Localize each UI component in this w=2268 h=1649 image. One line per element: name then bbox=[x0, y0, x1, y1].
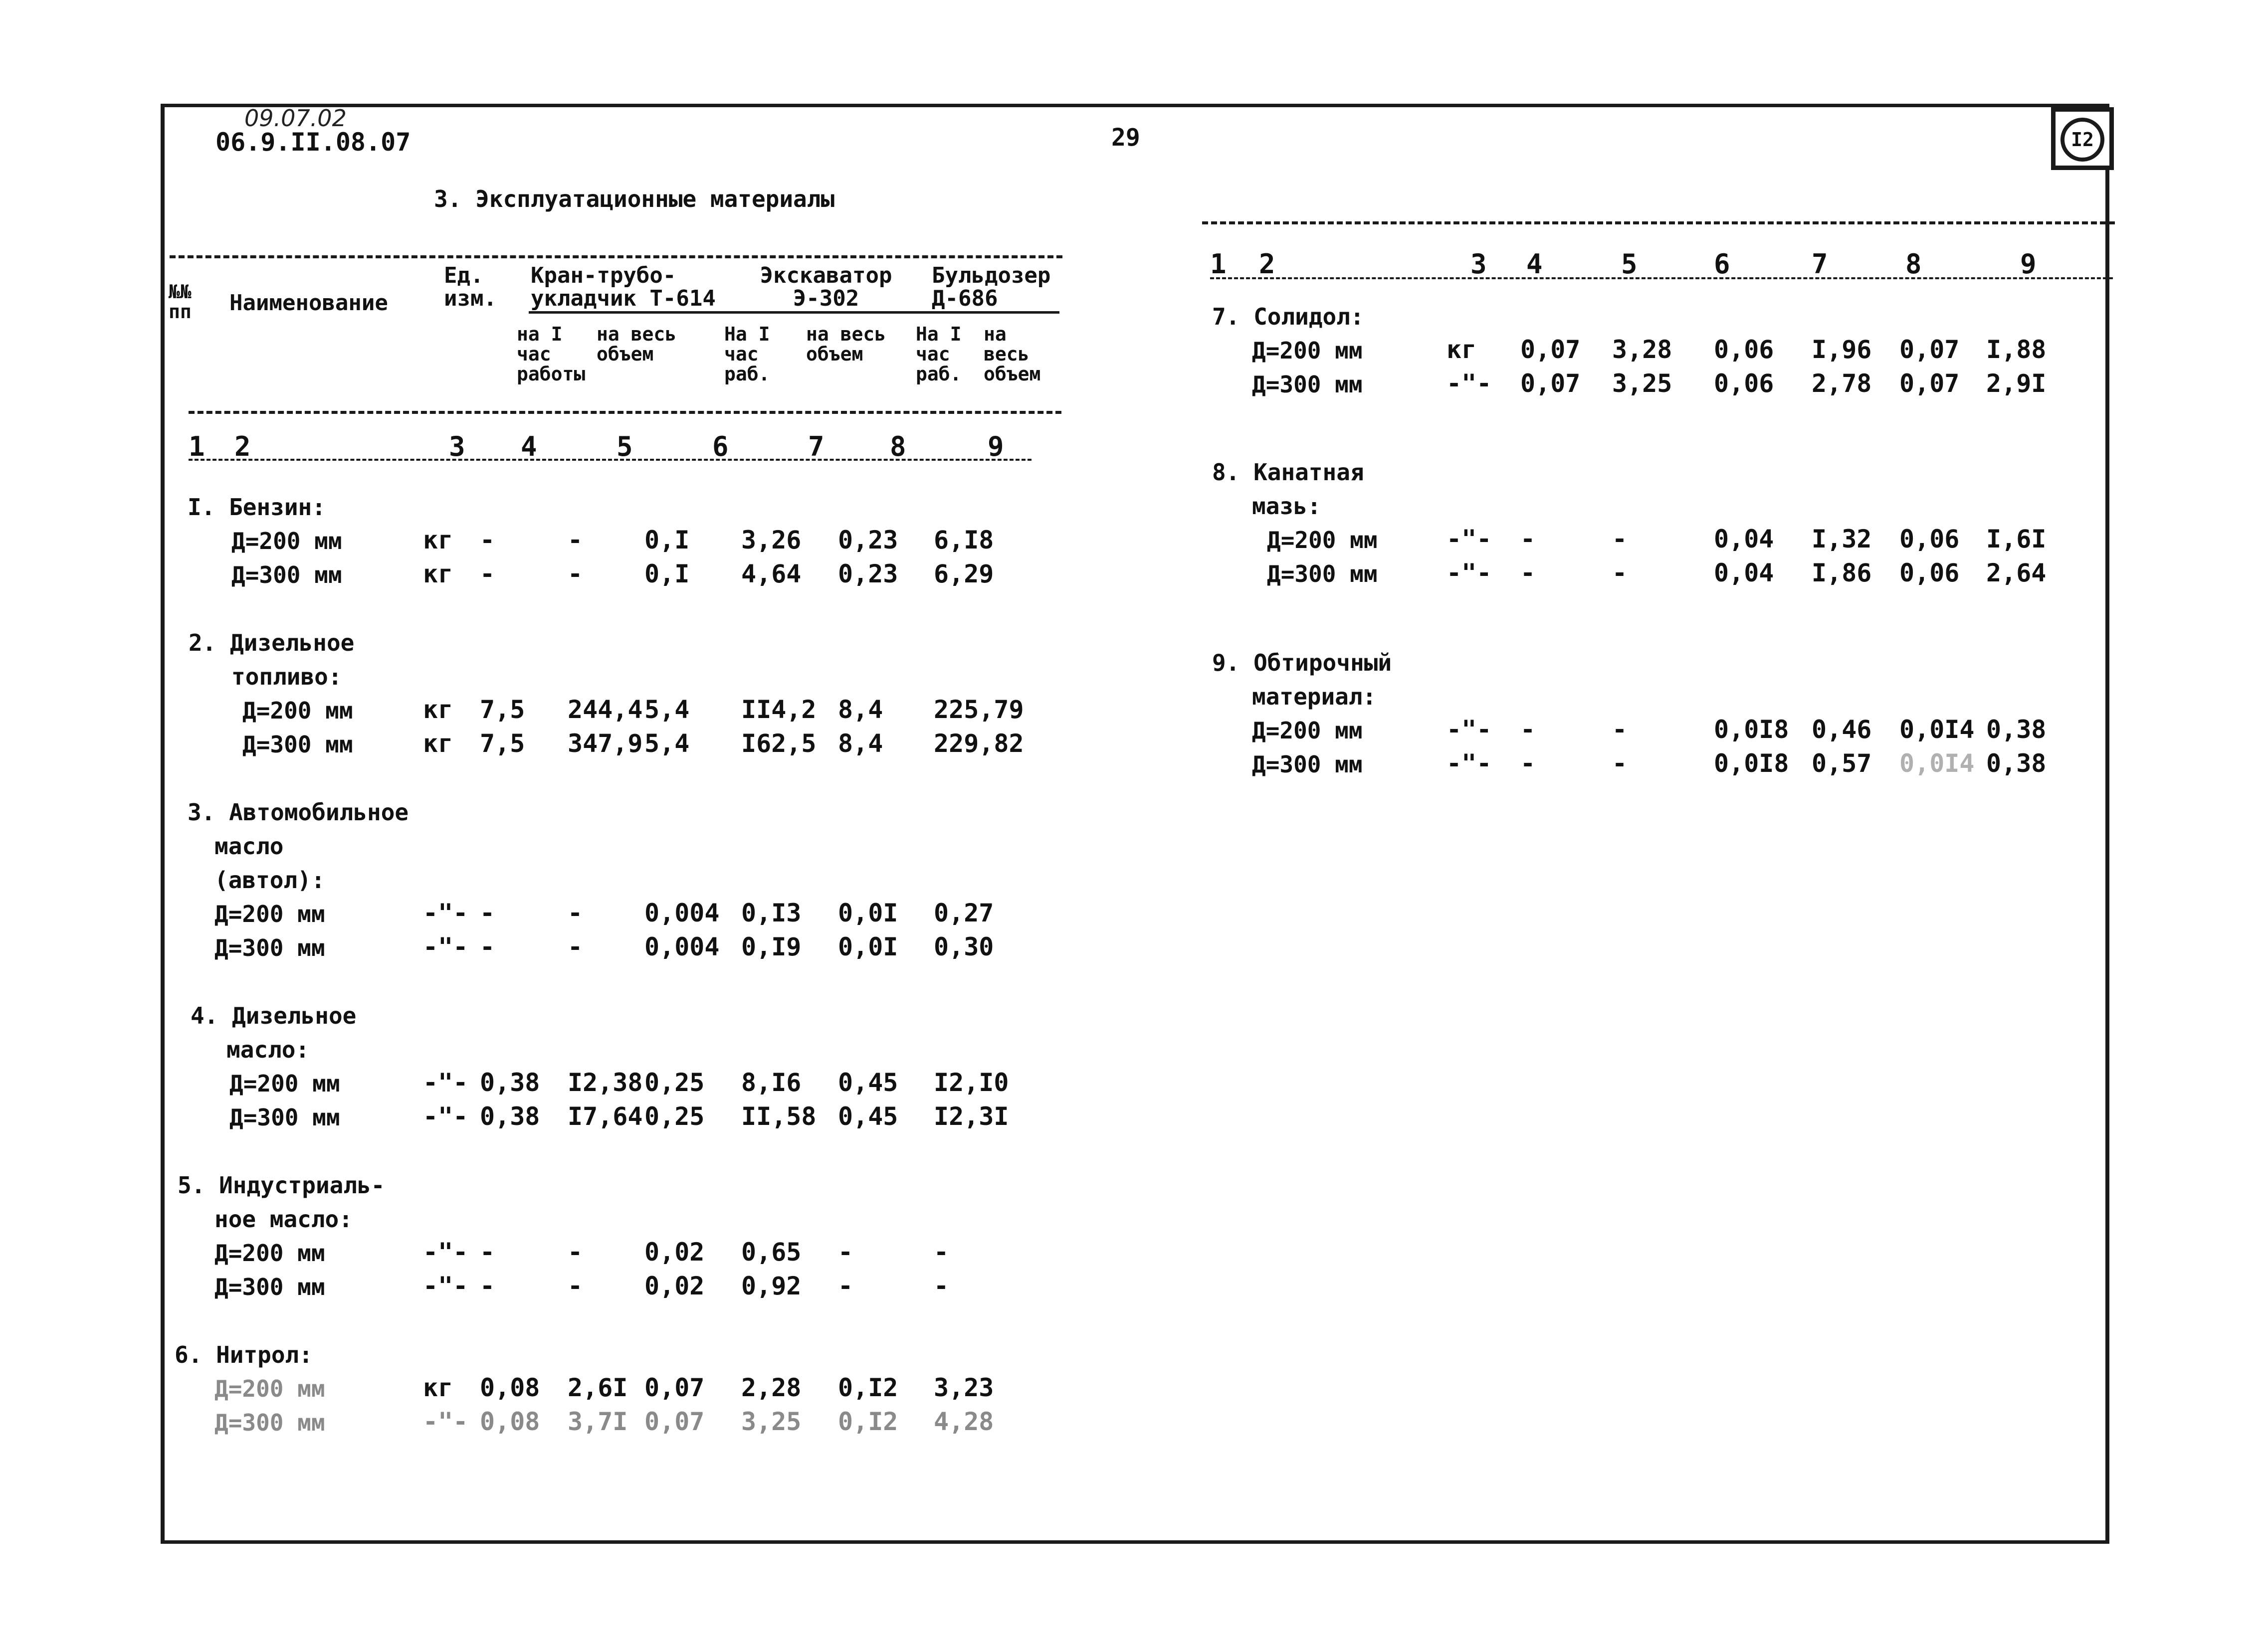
cell-col-4: 0,07 bbox=[1520, 335, 1581, 364]
cell-col-9: 0,38 bbox=[1986, 715, 2047, 744]
cell-col-7: 0,I9 bbox=[741, 932, 802, 961]
cell-col-4: - bbox=[480, 932, 495, 961]
column-number-4: 4 bbox=[521, 431, 537, 462]
row-label-diameter: Д=300 мм bbox=[214, 934, 325, 961]
cell-col-8: 8,4 bbox=[838, 729, 883, 758]
column-number-2: 2 bbox=[234, 431, 251, 462]
row-label-diameter: Д=200 мм bbox=[231, 528, 342, 554]
cell-col-8: 0,I2 bbox=[838, 1373, 898, 1402]
cell-col-7: 3,25 bbox=[741, 1407, 802, 1436]
sub-header-per-hour-excavator: На I час раб. bbox=[724, 323, 770, 385]
cell-col-7: 0,57 bbox=[1812, 749, 1872, 778]
cell-col-6: 0,06 bbox=[1714, 335, 1774, 364]
cell-col-4: - bbox=[480, 899, 495, 927]
cell-col-5: - bbox=[568, 1238, 583, 1267]
row-label-diameter: Д=300 мм bbox=[1252, 371, 1363, 398]
row-label-diameter: Д=200 мм bbox=[214, 1375, 325, 1402]
material-group-label: 8. Канатная bbox=[1212, 459, 1364, 486]
cell-col-5: 3,7I bbox=[568, 1407, 628, 1436]
cell-col-8: 0,0I bbox=[838, 899, 898, 927]
right-column-number-9: 9 bbox=[2020, 248, 2037, 280]
cell-col-5: 3,25 bbox=[1612, 369, 1672, 398]
cell-col-6: 0,25 bbox=[644, 1102, 705, 1131]
cell-col-8: 0,06 bbox=[1899, 558, 1960, 587]
right-column-number-8: 8 bbox=[1905, 248, 1922, 280]
cell-col-4: 0,08 bbox=[480, 1373, 540, 1402]
right-column-numbers-rule bbox=[1210, 277, 2113, 279]
cell-col-6: 0,02 bbox=[644, 1238, 705, 1267]
col-no-header: №№ пп bbox=[169, 281, 192, 323]
cell-col-5: - bbox=[1612, 749, 1628, 778]
right-column-number-2: 2 bbox=[1259, 248, 1275, 280]
cell-col-9: 6,I8 bbox=[934, 526, 994, 554]
column-number-7: 7 bbox=[808, 431, 825, 462]
cell-col-6: 0,06 bbox=[1714, 369, 1774, 398]
right-column-number-1: 1 bbox=[1210, 248, 1227, 280]
row-label-diameter: Д=300 мм bbox=[1252, 751, 1363, 778]
cell-col-7: I62,5 bbox=[741, 729, 817, 758]
cell-col-7: 0,I3 bbox=[741, 899, 802, 927]
row-label-diameter: Д=200 мм bbox=[1267, 527, 1378, 553]
page-frame bbox=[161, 104, 2109, 1544]
cell-col-8: 0,I2 bbox=[838, 1407, 898, 1436]
cell-col-7: 8,I6 bbox=[741, 1068, 802, 1097]
column-number-5: 5 bbox=[617, 431, 633, 462]
cell-col-8: 0,07 bbox=[1899, 369, 1960, 398]
col-unit-header: Ед. изм. bbox=[444, 263, 497, 311]
sub-header-total-crane: на весь объем bbox=[597, 323, 677, 365]
row-label-diameter: Д=200 мм bbox=[1252, 337, 1363, 364]
material-group-label: материал: bbox=[1252, 683, 1377, 710]
material-group-label: мазь: bbox=[1252, 493, 1321, 520]
cell-col-3: кг bbox=[423, 526, 453, 554]
cell-col-6: 0,004 bbox=[644, 932, 720, 961]
cell-col-3: -"- bbox=[1446, 525, 1492, 553]
cell-col-5: I2,38 bbox=[568, 1068, 643, 1097]
cell-col-9: 0,30 bbox=[934, 932, 994, 961]
row-label-diameter: Д=200 мм bbox=[1252, 717, 1363, 744]
cell-col-7: 0,92 bbox=[741, 1272, 802, 1300]
right-column-number-4: 4 bbox=[1526, 248, 1543, 280]
material-group-label: ное масло: bbox=[214, 1206, 353, 1233]
machine-bulldozer-header: Бульдозер Д-686 bbox=[932, 263, 1051, 311]
sub-header-per-hour-bulldozer: На I час раб. bbox=[916, 323, 962, 385]
cell-col-4: - bbox=[1520, 558, 1536, 587]
machine-crane-header: Кран-трубо- укладчик Т-614 bbox=[531, 263, 716, 311]
cell-col-8: 0,07 bbox=[1899, 335, 1960, 364]
material-group-label: 9. Обтирочный bbox=[1212, 649, 1392, 676]
cell-col-3: -"- bbox=[423, 1102, 468, 1131]
cell-col-9: 3,23 bbox=[934, 1373, 994, 1402]
cell-col-9: I2,I0 bbox=[934, 1068, 1009, 1097]
row-label-diameter: Д=300 мм bbox=[229, 1104, 340, 1131]
sub-header-total-bulldozer: на весь объем bbox=[984, 323, 1041, 385]
cell-col-6: 5,4 bbox=[644, 695, 690, 724]
right-column-number-7: 7 bbox=[1812, 248, 1828, 280]
cell-col-5: - bbox=[568, 932, 583, 961]
cell-col-4: - bbox=[480, 1272, 495, 1300]
cell-col-4: - bbox=[480, 559, 495, 588]
cell-col-7: 4,64 bbox=[741, 559, 802, 588]
cell-col-5: - bbox=[1612, 525, 1628, 553]
machine-underline bbox=[529, 311, 1059, 314]
cell-col-8: 0,0I4 bbox=[1899, 749, 1975, 778]
cell-col-7: I,96 bbox=[1812, 335, 1872, 364]
cell-col-8: 8,4 bbox=[838, 695, 883, 724]
cell-col-3: -"- bbox=[423, 1272, 468, 1300]
material-group-label: 3. Автомобильное bbox=[188, 799, 409, 826]
cell-col-5: 244,4 bbox=[568, 695, 643, 724]
cell-col-4: 0,07 bbox=[1520, 369, 1581, 398]
cell-col-9: 229,82 bbox=[934, 729, 1024, 758]
cell-col-9: 6,29 bbox=[934, 559, 994, 588]
cell-col-6: 0,I bbox=[644, 526, 690, 554]
cell-col-4: 7,5 bbox=[480, 695, 525, 724]
cell-col-4: - bbox=[1520, 749, 1536, 778]
column-number-6: 6 bbox=[712, 431, 729, 462]
right-column-number-3: 3 bbox=[1470, 248, 1487, 280]
cell-col-7: 2,78 bbox=[1812, 369, 1872, 398]
cell-col-5: 347,9 bbox=[568, 729, 643, 758]
cell-col-8: 0,0I bbox=[838, 932, 898, 961]
cell-col-9: 2,64 bbox=[1986, 558, 2047, 587]
material-group-label: 6. Нитрол: bbox=[175, 1341, 313, 1368]
cell-col-7: 0,65 bbox=[741, 1238, 802, 1267]
material-group-label: 4. Дизельное bbox=[191, 1002, 357, 1029]
cell-col-5: - bbox=[568, 526, 583, 554]
column-number-3: 3 bbox=[449, 431, 465, 462]
cell-col-6: 0,04 bbox=[1714, 558, 1774, 587]
cell-col-8: 0,23 bbox=[838, 559, 898, 588]
cell-col-8: 0,06 bbox=[1899, 525, 1960, 553]
row-label-diameter: Д=200 мм bbox=[214, 1240, 325, 1267]
cell-col-6: 0,02 bbox=[644, 1272, 705, 1300]
material-group-label: I. Бензин: bbox=[188, 494, 326, 521]
cell-col-3: -"- bbox=[423, 1068, 468, 1097]
sheet-number-badge bbox=[2051, 107, 2114, 170]
column-number-1: 1 bbox=[189, 431, 205, 462]
cell-col-3: кг bbox=[423, 695, 453, 724]
cell-col-3: -"- bbox=[1446, 558, 1492, 587]
cell-col-6: 0,I bbox=[644, 559, 690, 588]
handwritten-date: 09.07.02 bbox=[244, 105, 347, 132]
cell-col-9: 0,38 bbox=[1986, 749, 2047, 778]
cell-col-7: II4,2 bbox=[741, 695, 817, 724]
cell-col-9: I,6I bbox=[1986, 525, 2047, 553]
column-numbers-rule bbox=[189, 459, 1031, 461]
row-label-diameter: Д=300 мм bbox=[231, 561, 342, 588]
document-code: 06.9.II.08.07 bbox=[215, 128, 411, 157]
right-column-number-5: 5 bbox=[1621, 248, 1638, 280]
cell-col-7: 3,26 bbox=[741, 526, 802, 554]
cell-col-8: 0,45 bbox=[838, 1102, 898, 1131]
cell-col-4: - bbox=[1520, 525, 1536, 553]
cell-col-3: -"- bbox=[1446, 369, 1492, 398]
cell-col-6: 0,0I8 bbox=[1714, 715, 1789, 744]
cell-col-3: кг bbox=[423, 1373, 453, 1402]
cell-col-5: - bbox=[568, 559, 583, 588]
cell-col-7: II,58 bbox=[741, 1102, 817, 1131]
cell-col-9: 225,79 bbox=[934, 695, 1024, 724]
cell-col-8: 0,0I4 bbox=[1899, 715, 1975, 744]
cell-col-8: - bbox=[838, 1238, 853, 1267]
cell-col-6: 0,004 bbox=[644, 899, 720, 927]
machine-excavator-header: Экскаватор Э-302 bbox=[760, 263, 892, 311]
cell-col-4: - bbox=[1520, 715, 1536, 744]
sub-header-per-hour-crane: на I час работы bbox=[517, 323, 586, 385]
cell-col-4: 0,38 bbox=[480, 1102, 540, 1131]
cell-col-8: 0,23 bbox=[838, 526, 898, 554]
cell-col-4: 7,5 bbox=[480, 729, 525, 758]
cell-col-4: - bbox=[480, 526, 495, 554]
header-bottom-rule bbox=[189, 411, 1061, 414]
cell-col-6: 0,0I8 bbox=[1714, 749, 1789, 778]
cell-col-6: 5,4 bbox=[644, 729, 690, 758]
row-label-diameter: Д=300 мм bbox=[242, 731, 353, 758]
column-number-8: 8 bbox=[890, 431, 906, 462]
cell-col-7: I,86 bbox=[1812, 558, 1872, 587]
material-group-label: топливо: bbox=[231, 663, 342, 690]
cell-col-3: -"- bbox=[423, 932, 468, 961]
cell-col-5: I7,64 bbox=[568, 1102, 643, 1131]
cell-col-9: 4,28 bbox=[934, 1407, 994, 1436]
row-label-diameter: Д=200 мм bbox=[242, 697, 353, 724]
cell-col-4: 0,38 bbox=[480, 1068, 540, 1097]
cell-col-3: -"- bbox=[1446, 749, 1492, 778]
sub-header-total-excavator: на весь объем bbox=[806, 323, 886, 365]
cell-col-9: 0,27 bbox=[934, 899, 994, 927]
cell-col-7: 0,46 bbox=[1812, 715, 1872, 744]
cell-col-5: - bbox=[568, 899, 583, 927]
cell-col-3: -"- bbox=[423, 1238, 468, 1267]
cell-col-6: 0,04 bbox=[1714, 525, 1774, 553]
cell-col-4: - bbox=[480, 1238, 495, 1267]
cell-col-4: 0,08 bbox=[480, 1407, 540, 1436]
cell-col-9: I,88 bbox=[1986, 335, 2047, 364]
sheet-number: I2 bbox=[2061, 118, 2104, 162]
row-label-diameter: Д=200 мм bbox=[229, 1070, 340, 1097]
cell-col-8: 0,45 bbox=[838, 1068, 898, 1097]
cell-col-9: - bbox=[934, 1272, 949, 1300]
cell-col-3: кг bbox=[423, 729, 453, 758]
cell-col-5: - bbox=[1612, 558, 1628, 587]
cell-col-9: 2,9I bbox=[1986, 369, 2047, 398]
page-number: 29 bbox=[1111, 124, 1140, 152]
material-group-label: 7. Солидол: bbox=[1212, 303, 1364, 330]
cell-col-5: 2,6I bbox=[568, 1373, 628, 1402]
cell-col-6: 0,07 bbox=[644, 1407, 705, 1436]
column-number-9: 9 bbox=[988, 431, 1004, 462]
cell-col-7: 2,28 bbox=[741, 1373, 802, 1402]
cell-col-3: -"- bbox=[423, 899, 468, 927]
cell-col-6: 0,25 bbox=[644, 1068, 705, 1097]
row-label-diameter: Д=200 мм bbox=[214, 901, 325, 927]
material-group-label: (автол): bbox=[214, 867, 325, 894]
material-group-label: масло bbox=[214, 833, 284, 860]
material-group-label: 2. Дизельное bbox=[189, 629, 355, 656]
cell-col-3: -"- bbox=[1446, 715, 1492, 744]
cell-col-3: -"- bbox=[423, 1407, 468, 1436]
cell-col-8: - bbox=[838, 1272, 853, 1300]
cell-col-5: - bbox=[1612, 715, 1628, 744]
cell-col-6: 0,07 bbox=[644, 1373, 705, 1402]
right-column-number-6: 6 bbox=[1714, 248, 1730, 280]
section-title: 3. Эксплуатационные материалы bbox=[434, 185, 835, 212]
cell-col-7: I,32 bbox=[1812, 525, 1872, 553]
cell-col-5: 3,28 bbox=[1612, 335, 1672, 364]
row-label-diameter: Д=300 мм bbox=[1267, 560, 1378, 587]
cell-col-9: I2,3I bbox=[934, 1102, 1009, 1131]
cell-col-3: кг bbox=[1446, 335, 1477, 364]
row-label-diameter: Д=300 мм bbox=[214, 1409, 325, 1436]
row-label-diameter: Д=300 мм bbox=[214, 1274, 325, 1300]
right-top-rule bbox=[1202, 221, 2115, 224]
material-group-label: 5. Индустриаль- bbox=[178, 1172, 385, 1199]
material-group-label: масло: bbox=[226, 1036, 310, 1063]
cell-col-5: - bbox=[568, 1272, 583, 1300]
header-top-rule bbox=[170, 255, 1062, 258]
cell-col-3: кг bbox=[423, 559, 453, 588]
col-name-header: Наименование bbox=[229, 290, 388, 316]
cell-col-9: - bbox=[934, 1238, 949, 1267]
